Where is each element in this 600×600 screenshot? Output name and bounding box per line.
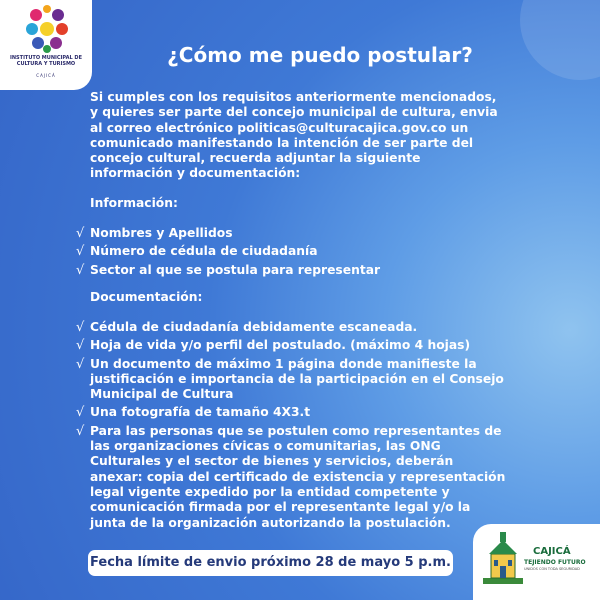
list-item xyxy=(76,424,506,531)
list-item xyxy=(76,405,506,420)
cajica-tagline: UNIDOS CON TODA SEGURIDAD xyxy=(524,567,580,571)
list-item-text: Nombres y Apellidos xyxy=(90,226,233,240)
cajica-slogan: TEJIENDO FUTURO xyxy=(524,559,586,566)
logo-subtext: CAJICÁ xyxy=(36,73,56,78)
list-item-text: Para las personas que se postulen como representantes de las organizaciones cívicas o comunitarias, las ONG Culturales y el sector de bienes y servicios, deberán anexar: copia del certificado de existencia y representación legal vigente expedido por la entidad competente y comunicación firmada por el representante legal y/o la junta de la organización autorizando la postulación. xyxy=(90,423,506,530)
informacion-heading: Información: xyxy=(90,196,178,210)
corner-decoration xyxy=(520,0,600,80)
list-item xyxy=(76,338,506,353)
list-item-text: Un documento de máximo 1 página donde manifieste la justificación e importancia de la participación en el Consejo Municipal de Cultura xyxy=(90,356,504,402)
list-item-text: Hoja de vida y/o perfil del postulado. (máximo 4 hojas) xyxy=(90,338,471,353)
check-icon: √ xyxy=(76,226,85,241)
logo-text: INSTITUTO MUNICIPAL DE CULTURA Y TURISMO xyxy=(10,55,82,67)
list-item xyxy=(76,263,506,278)
list-item-text: Cédula de ciudadanía debidamente escaneada. xyxy=(90,320,418,334)
list-item xyxy=(76,357,506,403)
list-item-text: Sector al que se postula para representar xyxy=(90,262,381,277)
documentacion-list xyxy=(76,320,506,534)
cajica-name: CAJICÁ xyxy=(533,546,571,557)
check-icon: √ xyxy=(76,338,85,354)
list-item-text: Número de cédula de ciudadanía xyxy=(90,244,318,259)
list-item xyxy=(76,320,506,335)
list-item-text: Una fotografía de tamaño 4X3.t xyxy=(90,405,311,420)
check-icon: √ xyxy=(76,244,85,260)
check-icon: √ xyxy=(76,423,85,439)
check-icon: √ xyxy=(76,320,85,335)
check-icon: √ xyxy=(76,262,85,278)
deadline-banner: Fecha límite de envio próximo 28 de mayo 5 p.m. xyxy=(88,550,453,576)
check-icon: √ xyxy=(76,405,85,421)
cajica-logo xyxy=(473,524,600,600)
list-item xyxy=(76,226,506,241)
documentacion-heading: Documentación: xyxy=(90,290,203,304)
page-title: ¿Cómo me puedo postular? xyxy=(167,43,473,67)
informacion-list xyxy=(76,226,506,281)
check-icon: √ xyxy=(76,356,85,372)
list-item xyxy=(76,244,506,259)
church-icon xyxy=(481,532,525,592)
intro-paragraph: Si cumples con los requisitos anteriormente mencionados, y quieres ser parte del concejo municipal de cultura, envia al correo electrónico politicas@culturacajica.gov.co un comunicado manifestando la intención de ser parte del concejo cultural, recuerda adjuntar la siguiente información y documentación: xyxy=(90,90,498,181)
